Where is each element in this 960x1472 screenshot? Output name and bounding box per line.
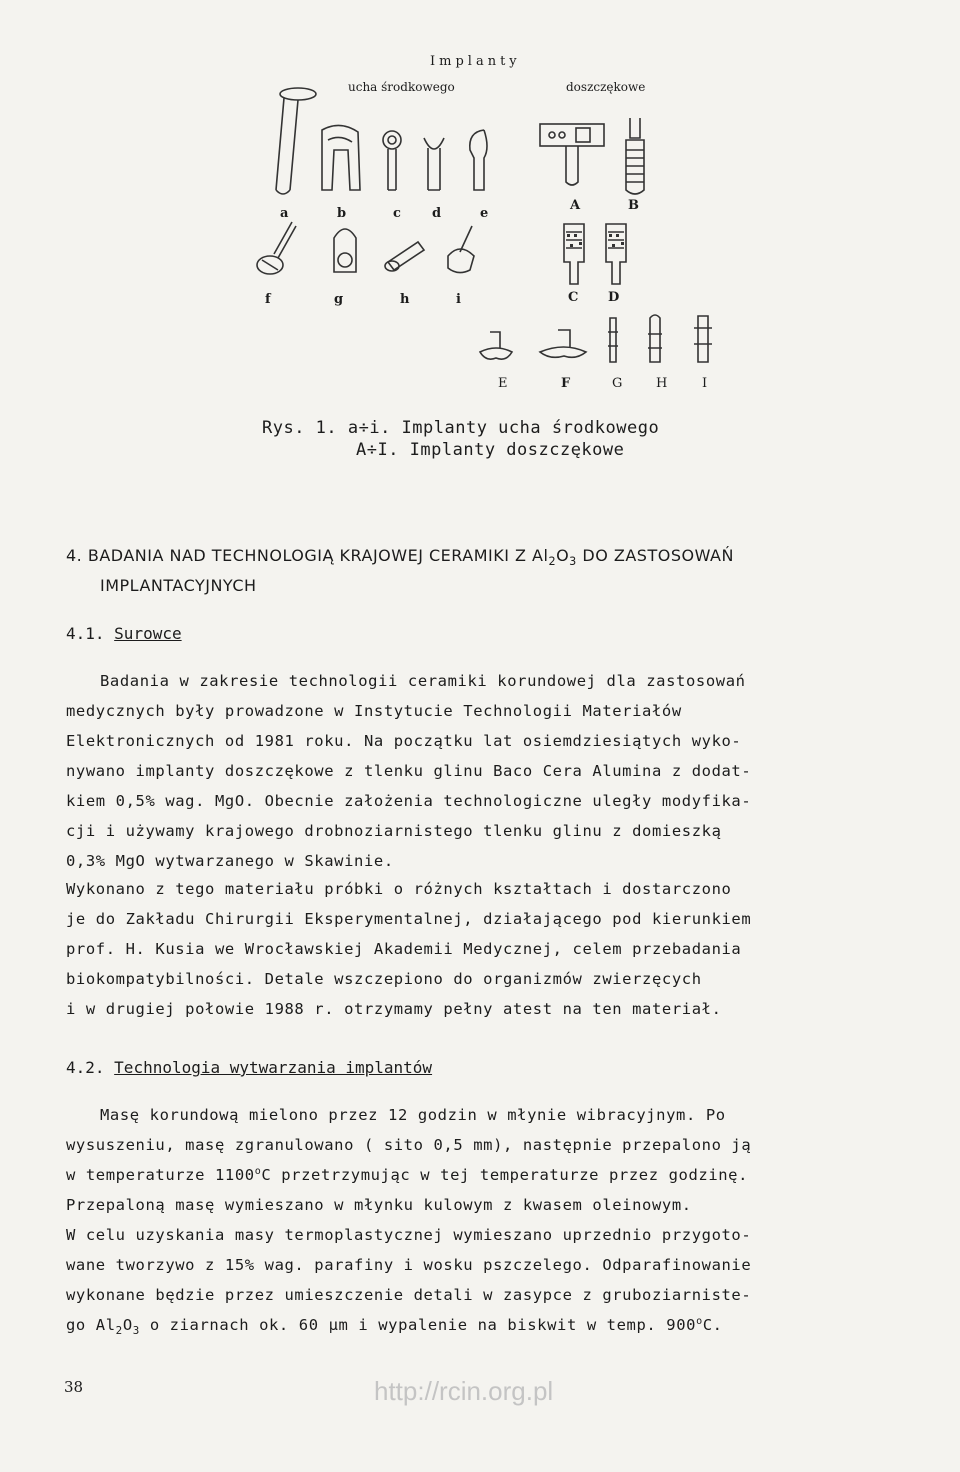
- paragraph-line: W celu uzyskania masy termoplastycznej wymieszano uprzednio przygoto-: [66, 1226, 752, 1244]
- section-4-2-number: 4.2.: [66, 1058, 105, 1077]
- implant-C-drawing: [564, 224, 584, 284]
- section-4-2-title: Technologia wytwarzania implantów: [114, 1058, 433, 1077]
- section-4-heading-line-2: IMPLANTACYJNYCH: [100, 576, 257, 595]
- implant-e-drawing: [470, 130, 487, 190]
- section-4-title-mid: O: [556, 546, 570, 565]
- label-G: G: [612, 376, 623, 391]
- paragraph-line: Badania w zakresie technologii ceramiki korundowej dla zastosowań: [100, 672, 746, 690]
- paragraph-line: cji i używamy krajowego drobnoziarnistego tlenku glinu z domieszką: [66, 822, 722, 840]
- paragraph-line: 0,3% MgO wytwarzanego w Skawinie.: [66, 852, 394, 870]
- paragraph-line: Przepaloną masę wymieszano w młynku kulowym z kwasem oleinowym.: [66, 1196, 692, 1214]
- implant-g-drawing: [334, 229, 356, 272]
- label-e: e: [480, 206, 489, 221]
- label-i: i: [456, 292, 461, 307]
- implant-a-drawing: [276, 88, 316, 194]
- subscript: 3: [132, 1324, 140, 1337]
- paragraph-line: medycznych były prowadzone w Instytucie Technologii Materiałów: [66, 702, 682, 720]
- label-F: F: [561, 376, 571, 391]
- caption-line-1: Rys. 1. a÷i. Implanty ucha środkowego: [262, 418, 660, 438]
- paragraph-line: Wykonano z tego materiału próbki o różnych kształtach i dostarczono: [66, 880, 732, 898]
- paragraph-line: kiem 0,5% wag. MgO. Obecnie założenia technologiczne uległy modyfika-: [66, 792, 752, 810]
- paragraph-line: wykonane będzie przez umieszczenie detali w zasypce z gruboziarniste-: [66, 1286, 752, 1304]
- implant-I-drawing: [694, 316, 712, 362]
- section-4-number: 4.: [66, 546, 83, 565]
- section-4-heading: [66, 546, 734, 568]
- implant-F-drawing: [540, 330, 586, 357]
- paragraph-line: biokompatybilności. Detale wszczepiono do organizmów zwierzęcych: [66, 970, 702, 988]
- caption-line-2: A÷I. Implanty doszczękowe: [356, 440, 625, 460]
- section-4-title-pre: BADANIA NAD TECHNOLOGIĄ KRAJOWEJ CERAMIKI Z Al: [87, 546, 549, 565]
- paragraph-line: Masę korundową mielono przez 12 godzin w młynie wibracyjnym. Po: [100, 1106, 726, 1124]
- line-text: O: [122, 1316, 133, 1334]
- section-4-title-sub1: 2: [548, 555, 557, 568]
- label-a: a: [280, 206, 289, 221]
- label-A: A: [570, 198, 581, 213]
- line-text: o ziarnach ok. 60 µm i wypalenie na biskwit w temp. 900: [139, 1316, 697, 1334]
- paragraph-line: Elektronicznych od 1981 roku. Na początku lat osiemdziesiątych wyko-: [66, 732, 742, 750]
- implant-A-drawing: [540, 124, 604, 185]
- section-4-1-heading: [66, 624, 182, 643]
- paragraph-line: je do Zakładu Chirurgii Eksperymentalnej, działającego pod kierunkiem: [66, 910, 752, 928]
- implant-H-drawing: [648, 315, 662, 362]
- paragraph-line: nywano implanty doszczękowe z tlenku glinu Baco Cera Alumina z dodat-: [66, 762, 752, 780]
- implant-f-drawing: [257, 222, 296, 274]
- figure-header: Implanty: [430, 54, 521, 69]
- implant-c-drawing: [383, 131, 401, 190]
- paragraph-line: wane tworzywo z 15% wag. parafiny i wosku pszczelego. Odparafinowanie: [66, 1256, 752, 1274]
- label-D: D: [608, 290, 620, 305]
- implant-h-drawing: [385, 242, 424, 271]
- label-E: E: [498, 376, 508, 391]
- subscript: 2: [115, 1324, 123, 1337]
- label-d: d: [432, 206, 442, 221]
- paragraph-line: wysuszeniu, masę zgranulowano ( sito 0,5 mm), następnie przepalono ją: [66, 1136, 752, 1154]
- line-text: C.: [702, 1316, 723, 1334]
- degree-sup: o: [696, 1316, 703, 1327]
- implant-D-drawing: [606, 224, 626, 284]
- line-text: C przetrzymując w tej temperaturze przez godzinę.: [261, 1166, 749, 1184]
- line-text: go Al: [66, 1316, 116, 1334]
- label-f: f: [265, 292, 271, 307]
- label-c: c: [393, 206, 401, 221]
- section-4-title-sub2: 3: [569, 555, 577, 568]
- implant-G-drawing: [608, 318, 618, 362]
- label-g: g: [334, 292, 344, 307]
- section-4-title-post: DO ZASTOSOWAŃ: [576, 546, 734, 565]
- line-text: w temperaturze 1100: [66, 1166, 255, 1184]
- implant-i-drawing: [448, 226, 474, 273]
- paragraph-line: prof. H. Kusia we Wrocławskiej Akademii Medycznej, celem przebadania: [66, 940, 742, 958]
- implant-b-drawing: [322, 125, 360, 190]
- label-H: H: [656, 376, 668, 391]
- paragraph-line: [66, 1316, 723, 1337]
- implant-d-drawing: [424, 138, 444, 190]
- section-4-1-title: Surowce: [114, 624, 182, 643]
- section-4-2-heading: [66, 1058, 432, 1077]
- label-I: I: [702, 376, 708, 391]
- label-b: b: [337, 206, 347, 221]
- figure-group-right: doszczękowe: [566, 80, 646, 94]
- label-h: h: [400, 292, 410, 307]
- figure-group-left: ucha środkowego: [348, 80, 455, 94]
- implant-B-drawing: [626, 118, 644, 194]
- label-C: C: [568, 290, 579, 305]
- paragraph-line: i w drugiej połowie 1988 r. otrzymamy pełny atest na ten materiał.: [66, 1000, 722, 1018]
- degree-sup: o: [254, 1166, 262, 1177]
- page-number: 38: [64, 1378, 84, 1396]
- source-url[interactable]: http://rcin.org.pl: [374, 1376, 554, 1406]
- paragraph-line: [66, 1166, 748, 1184]
- implant-E-drawing: [480, 332, 512, 359]
- section-4-1-number: 4.1.: [66, 624, 105, 643]
- label-B: B: [628, 198, 639, 213]
